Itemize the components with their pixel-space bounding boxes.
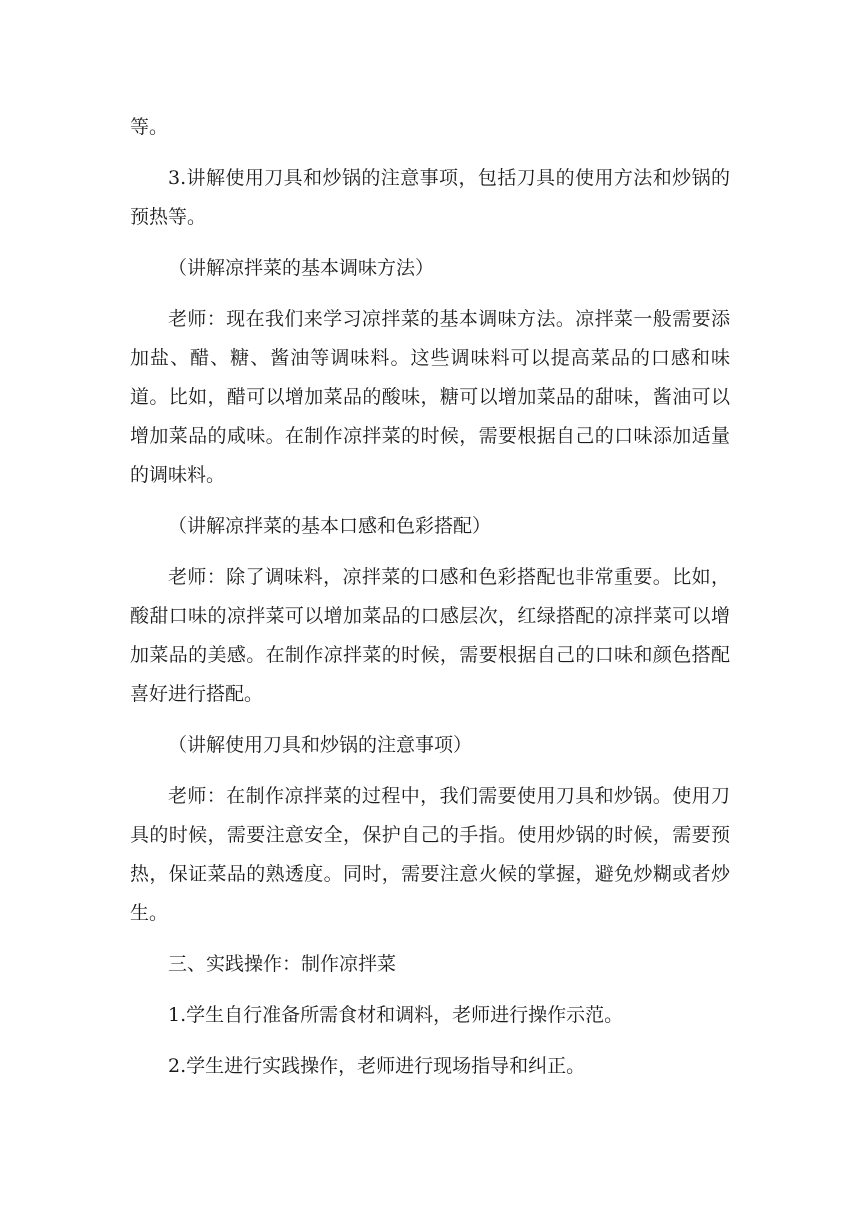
paragraph-practice-step-1: 1.学生自行准备所需食材和调料，老师进行操作示范。 [168,1004,624,1026]
section-heading-practice: 三、实践操作：制作凉拌菜 [168,953,397,975]
paragraph-heading-knife-wok: （讲解使用刀具和炒锅的注意事项） [168,734,473,756]
paragraph-texture-color: 老师：除了调味料，凉拌菜的口感和色彩搭配也非常重要。比如，酸甜口味的凉拌菜可以增加菜品的口感层次，红绿搭配的凉拌菜可以增加菜品的美感。在制作凉拌菜的时候，需要根据自己的口味和颜色搭配喜好进行搭配。 [130,566,730,705]
paragraph-seasoning: 老师：现在我们来学习凉拌菜的基本调味方法。凉拌菜一般需要添加盐、醋、糖、酱油等调味料。这些调味料可以提高菜品的口感和味道。比如，醋可以增加菜品的酸味，糖可以增加菜品的甜味，酱油可以增加菜品的咸味。在制作凉拌菜的时候，需要根据自己的口味添加适量的调味料。 [130,308,730,486]
paragraph-knife-wok: 老师：在制作凉拌菜的过程中，我们需要使用刀具和炒锅。使用刀具的时候，需要注意安全，保护自己的手指。使用炒锅的时候，需要预热，保证菜品的熟透度。同时，需要注意火候的掌握，避免炒糊或者炒生。 [130,785,730,924]
paragraph-practice-step-2: 2.学生进行实践操作，老师进行现场指导和纠正。 [168,1055,586,1077]
paragraph-heading-texture-color: （讲解凉拌菜的基本口感和色彩搭配） [168,515,492,537]
paragraph-heading-seasoning: （讲解凉拌菜的基本调味方法） [168,257,435,279]
paragraph-continuation: 等。 [130,116,169,138]
document-body [130,108,730,1098]
paragraph-step-3: 3.讲解使用刀具和炒锅的注意事项，包括刀具的使用方法和炒锅的预热等。 [130,167,730,228]
